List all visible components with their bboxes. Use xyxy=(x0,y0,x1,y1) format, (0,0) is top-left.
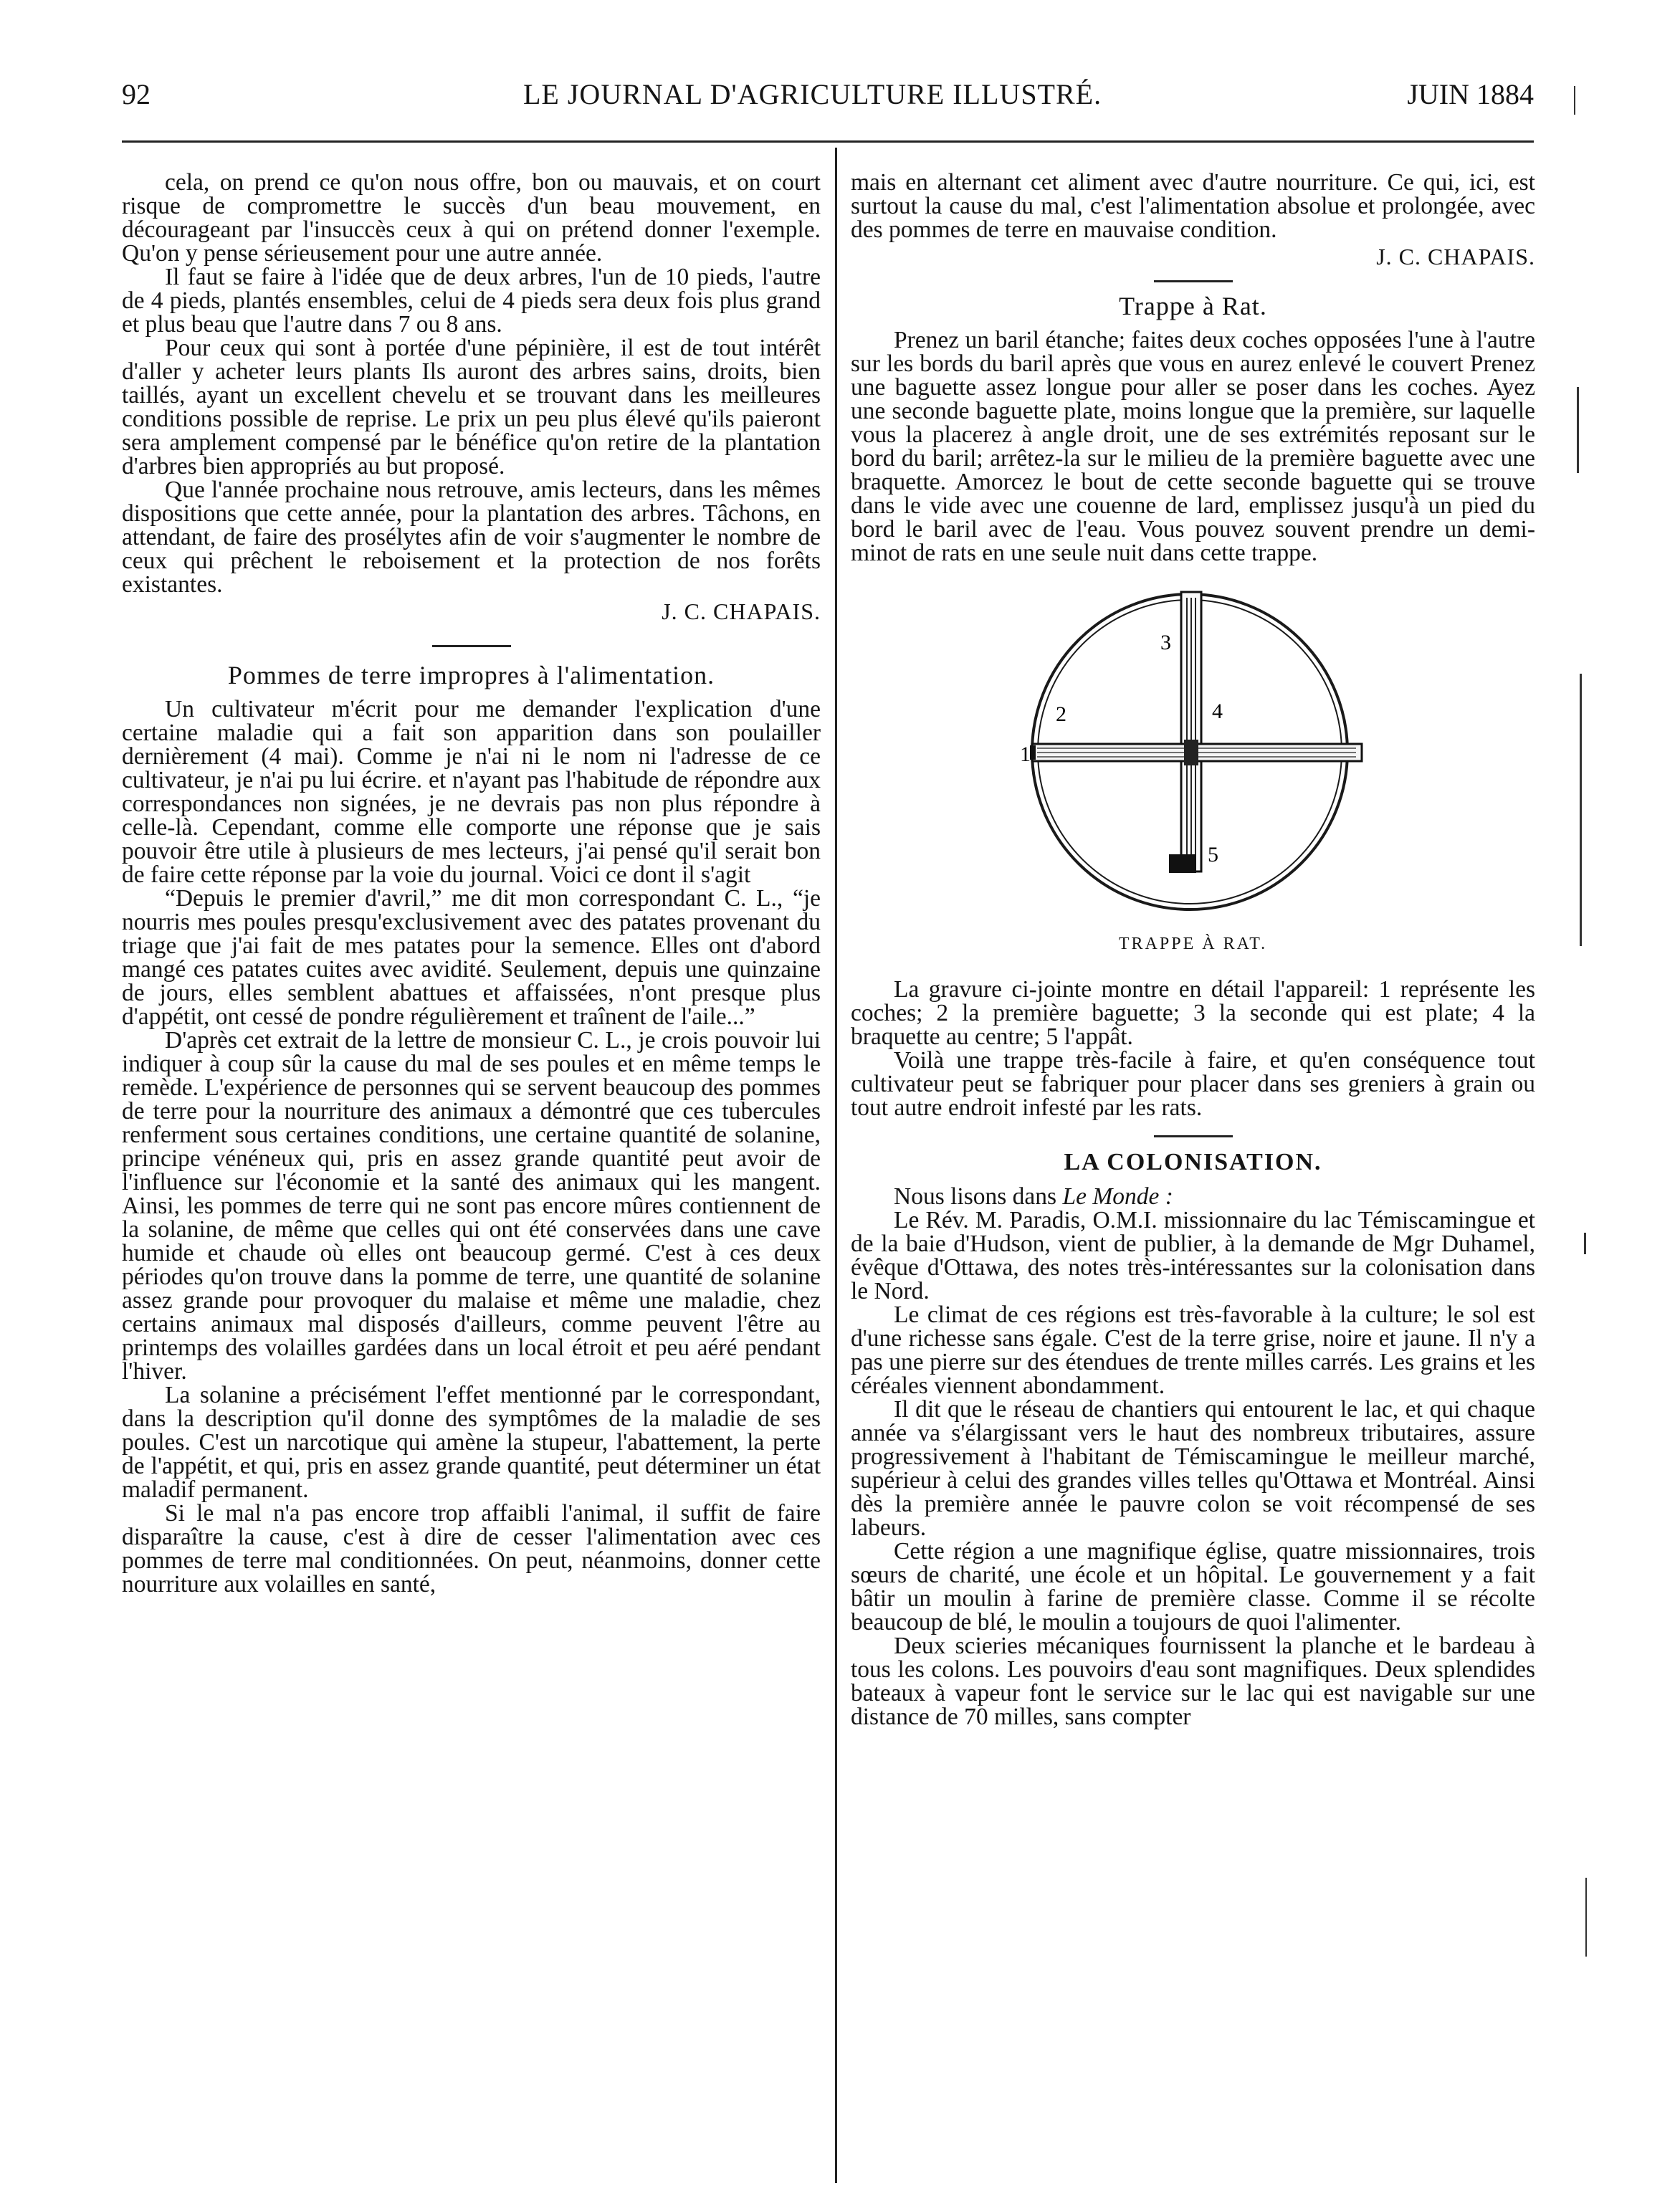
article-paragraph: D'après cet extrait de la lettre de monsieur C. L., je crois pouvoir lui indiquer à coup sûr la cause du mal de ses poules et en même temps le remède. L'expérience de personnes qui se servent beaucoup des pommes de terre pour la nourriture des animaux a démontré que ces tubercules renferment sous certaines conditions, une certaine quantité de solanine, principe vénéneux qui, pris en assez grande quantité peut avoir de l'influence sur l'économie et la santé des animaux qui les mangent. Ainsi, les pommes de terre qui ne sont pas encore mûres contiennent de la solanine, de même que celles qui ont été conservées dans une cave humide et chaude où elles ont beaucoup germé. C'est à ces deux périodes qu'on trouve dans la pomme de terre, une quantité de solanine assez grande pour provoquer du malaise et même une maladie, chez certains animaux mal disposés d'ailleurs, comme peuvent l'être au printemps des volailles gardées dans un local étroit et peu aéré pendant l'hiver. xyxy=(122,1027,821,1385)
article-paragraph: Le climat de ces régions est très-favorable à la culture; le sol est d'une richesse sans égale. C'est de la terre grise, noire et jaune. Il n'y a pas une pierre sur des étendues de trente milles carrés. Les grains et les céréales viennent abondamment. xyxy=(851,1302,1535,1399)
author-signature: J. C. CHAPAIS. xyxy=(1376,244,1535,269)
source-prefix: Nous lisons dans xyxy=(894,1183,1063,1210)
page-header xyxy=(122,77,1534,120)
section-separator xyxy=(1154,1135,1233,1137)
rat-trap-illustration xyxy=(851,569,1535,931)
article-paragraph: Prenez un baril étanche; faites deux coches opposées l'une à l'autre sur les bords du baril après que vous en aurez enlevé le couvert Prenez une baguette assez longue pour aller se poser dans les coches. Ayez une seconde baguette plate, moins longue que la première, sur laquelle vous la placerez à angle droit, une de ses extrémités reposant sur le bord du baril; arrêtez-la sur le milieu de la première baguette avec une braquette. Amorcez le bout de cette seconde baguette qui se trouve dans le vide avec une couenne de lard, emplissez jusqu'à un pied du bord le baril avec de l'eau. Vous pouvez souvent prendre un demi-minot de rats en une seule nuit dans cette trappe. xyxy=(851,327,1535,566)
article-paragraph: cela, on prend ce qu'on nous offre, bon ou mauvais, et on court risque de compromettre le succès d'un beau mouvement, en décourageant par l'insuccès ceux à qui on prétend donner l'exemple. Qu'on y pense sérieusement pour une autre année. xyxy=(122,169,821,267)
column-divider xyxy=(835,148,837,2183)
article-paragraph: Il dit que le réseau de chantiers qui entourent le lac, et qui chaque année va s'élargissant vers le haut des nombreux tributaires, assure progressivement à l'habitant de Témiscamingue le meilleur marché, supérieur à celui des grandes villes telles qu'Ottawa et Montréal. Ainsi dès la première année le pauvre colon se voit récompensé de ses labeurs. xyxy=(851,1396,1535,1541)
article-paragraph: “Depuis le premier d'avril,” me dit mon correspondant C. L., “je nourris mes poules presqu'exclusivement avec des patates provenant du triage que j'ai fait de mes patates pour la semence. Elles ont d'abord mangé ces patates cuites avec avidité. Seulement, depuis une quinzaine de jours, elles semblent abattues et affaissées, n'ont presque plus d'appétit, ont cessé de pondre régulièrement et traînent de l'aile...” xyxy=(122,885,821,1030)
article-paragraph: Pour ceux qui sont à portée d'une pépinière, il est de tout intérêt d'aller y acheter leurs plants Ils auront des arbres sains, droits, bien taillés, ayant un excellent chevelu et se trouvant dans les meilleures conditions possible de reprise. Le prix un peu plus élevé qu'ils paieront sera amplement compensé par le bénéfice qu'on retire de la plantation d'arbres bien appropriés au but proposé. xyxy=(122,335,821,479)
journal-title: LE JOURNAL D'AGRICULTURE ILLUSTRÉ. xyxy=(523,78,1102,110)
right-column xyxy=(851,171,1535,1729)
scan-mark xyxy=(1574,86,1575,115)
article-paragraph: Il faut se faire à l'idée que de deux arbres, l'un de 10 pieds, l'autre de 4 pieds, plantés ensembles, celui de 4 pieds sera deux fois plus grand et plus beau que l'autre dans 7 ou 8 ans. xyxy=(122,264,821,338)
section-title: LA COLONISATION. xyxy=(1064,1149,1322,1175)
header-rule xyxy=(122,140,1534,143)
scan-mark xyxy=(1580,674,1582,946)
issue-date: JUIN 1884 xyxy=(1407,78,1534,110)
article-paragraph: Cette région a une magnifique église, quatre missionnaires, trois sœurs de charité, une école et un hôpital. Le gouvernement y a fait bâtir un moulin à farine de première classe. Comme il se récolte beaucoup de blé, le moulin a toujours de quoi l'alimenter. xyxy=(851,1538,1535,1635)
figure-label: 4 xyxy=(1212,699,1223,723)
source-line xyxy=(851,1185,1535,1208)
figure-label: 1 xyxy=(1020,742,1031,766)
section-separator xyxy=(432,645,511,647)
section-separator xyxy=(1154,280,1233,282)
article-paragraph: Le Rév. M. Paradis, O.M.I. missionnaire du lac Témiscamingue et de la baie d'Hudson, vient de publier, à la demande de Mgr Duhamel, évêque d'Ottawa, des notes très-intéressantes sur la colonisation dans le Nord. xyxy=(851,1207,1535,1304)
article-paragraph: La gravure ci-jointe montre en détail l'appareil: 1 représente les coches; 2 la première baguette; 3 la seconde qui est plate; 4 la braquette au centre; 5 l'appât. xyxy=(851,976,1535,1050)
article-paragraph: Voilà une trappe très-facile à faire, et qu'en conséquence tout cultivateur peut se fabriquer pour placer dans ses greniers à grain ou tout autre endroit infesté par les rats. xyxy=(851,1047,1535,1121)
left-column xyxy=(122,171,821,1596)
article-paragraph: Un cultivateur m'écrit pour me demander l'explication d'une certaine maladie qui a fait son apparition dans son poulailler dernièrement (4 mai). Comme je n'ai ni le nom ni l'adresse de ce cultivateur, je n'ai pu lui écrire. et n'ayant pas l'habitude de répondre aux correspondances non signées, je ne devrais pas non plus répondre à celle-là. Cependant, comme elle comporte une réponse que je sais pouvoir être utile à plusieurs de mes lecteurs, j'ai pensé qu'il serait bon de faire cette réponse par la voie du journal. Voici ce dont il s'agit xyxy=(122,696,821,888)
author-signature: J. C. CHAPAIS. xyxy=(662,598,821,624)
figure-caption: TRAPPE À RAT. xyxy=(1118,935,1268,953)
figure-label: 5 xyxy=(1208,843,1218,866)
article-paragraph: Que l'année prochaine nous retrouve, amis lecteurs, dans les mêmes dispositions que cette année, pour la plantation des arbres. Tâchons, en attendant, de faire des prosélytes afin de voir s'augmenter le nombre de ceux qui prêchent le reboisement et la protection de nos forêts existantes. xyxy=(122,477,821,598)
section-title: Pommes de terre impropres à l'alimentation. xyxy=(227,661,715,689)
scan-mark xyxy=(1577,387,1579,473)
page-number: 92 xyxy=(122,78,151,110)
figure-label: 3 xyxy=(1160,631,1171,654)
article-paragraph: Deux scieries mécaniques fournissent la planche et le bardeau à tous les colons. Les pouvoirs d'eau sont magnifiques. Deux splendides bateaux à vapeur font le service sur le lac qui est navigable sur une distance de 70 milles, sans compter xyxy=(851,1633,1535,1730)
article-paragraph: La solanine a précisément l'effet mentionné par le correspondant, dans la description qu'il donne des symptômes de la maladie de ses poules. C'est un narcotique qui amène la stupeur, l'abattement, la perte de l'appétit, et qui, pris en assez grande quantité, peut déterminer un état maladif permanent. xyxy=(122,1382,821,1503)
figure-label: 2 xyxy=(1056,702,1066,726)
rat-trap-figure xyxy=(851,569,1535,970)
scan-mark xyxy=(1584,1233,1586,1254)
source-name: Le Monde : xyxy=(1062,1183,1173,1210)
section-title: Trappe à Rat. xyxy=(1119,292,1267,320)
article-paragraph: mais en alternant cet aliment avec d'autre nourriture. Ce qui, ici, est surtout la cause du mal, c'est l'alimentation absolue et prolongée, avec des pommes de terre en mauvaise condition. xyxy=(851,169,1535,243)
scan-mark xyxy=(1585,1878,1587,1957)
article-paragraph: Si le mal n'a pas encore trop affaibli l'animal, il suffit de faire disparaître la cause, c'est à dire de cesser l'alimentation avec ces pommes de terre mal conditionnées. On peut, néanmoins, donner cette nourriture aux volailles en santé, xyxy=(122,1500,821,1598)
